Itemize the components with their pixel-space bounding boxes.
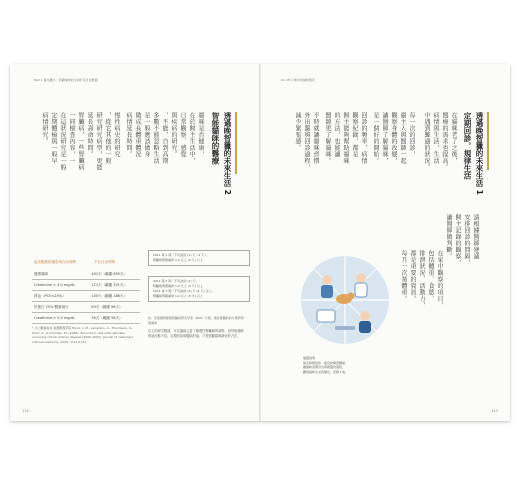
- person-icon: [359, 321, 371, 333]
- left-body-column: ，從它其他的一般: [104, 112, 111, 164]
- right-lower-column: 在家中觀察的項目，: [436, 250, 443, 309]
- right-heading-line1: 透過晚智獵的未來生活 1: [475, 112, 484, 195]
- table-title: 血清肌酸酐濃度與存活時間: [34, 260, 76, 264]
- person-icon: [322, 275, 332, 285]
- right-lower-column: 安排回診的間隔，: [463, 214, 470, 266]
- table-cell-value: 100天（範圍 186天）: [89, 291, 140, 302]
- left-body-column: 病情延長時間。: [125, 112, 132, 158]
- table-cell-label: 尿蛋白 25% 體重減少: [32, 302, 89, 313]
- open-book: [10, 64, 510, 421]
- right-body-column: 回診的頻率，病情: [360, 112, 367, 164]
- left-body-column: 在這狀況研究是一般: [59, 112, 66, 171]
- stage-box-line: 腎臟病預期壽命 1,2 以上 (3 天) 以上: [153, 258, 203, 262]
- caption-line: 固定時間回診，固定時間量體重，: [303, 360, 349, 365]
- left-body-column: 研究研究病型，更能: [95, 112, 102, 171]
- right-body-column: 病情與生活，生活: [432, 112, 439, 164]
- right-body-column: 醫師更了解貓咪。: [324, 112, 331, 164]
- right-body-column: 觀察身體的改變，: [390, 112, 397, 164]
- right-body-column: 醫療的需求也提高。: [441, 112, 448, 171]
- table-row: [32, 269, 140, 280]
- right-heading-bar: [487, 112, 489, 170]
- table-cell-value: 121天（範圍 321天）: [89, 280, 140, 291]
- table-row: [32, 302, 140, 313]
- scale-icon: [335, 326, 355, 330]
- right-lower-column: 排泄狀況、活動力，: [418, 250, 425, 309]
- illustration-caption: [303, 356, 348, 374]
- stage-box-line: 2011 第 2 期「不可能的 (1) 天」: [153, 279, 199, 283]
- left-body-column: 定期體檢與一般早: [50, 112, 57, 164]
- vet-visit-illustration: [299, 254, 391, 346]
- carrier-icon: [317, 310, 335, 322]
- table-footnote: * 以上數據來自 美國獸醫學院 Boyd, L. M., Langston, C., Thompson, K., Zivin, K., & Imanishi, M. (2008). Survival in cats with naturally occurring chronic kidney disease (2000-2002). Journal of veterinary internal medicine, 22(5), 1111-1117.: [32, 326, 134, 344]
- table-row: [32, 313, 140, 324]
- left-body-column: 一同檢查內容，一: [68, 112, 75, 164]
- vet-icon: [355, 283, 367, 297]
- left-page: [10, 64, 259, 421]
- table-column-header: 中位存活時間: [94, 260, 115, 264]
- right-body-column: 讓醫師了解貓咪，: [381, 112, 388, 164]
- right-lower-column: 每月一次量體重。: [400, 250, 407, 302]
- right-running-head: 01 CH.1 晚年的貓咪醫學: [281, 78, 315, 82]
- cat-icon: [348, 293, 355, 300]
- table-cell-label: Creatinine > 5.0 mg/dL: [32, 313, 89, 324]
- caption-line: 觀察貓咪生活的變化，記錄下來。: [303, 369, 349, 374]
- stage-box-note: 註：依照國際獸醫腎臟病研究學會（IRIS）分期，慢性腎臟病的分期與預期壽命: [148, 316, 244, 325]
- stage-box-line: 2011 第 3 期「不可能的 (1) 天 (2 天) 以上」: [153, 289, 215, 293]
- right-page: [261, 64, 510, 421]
- left-body-column: 腎臟病，一些腎臟病: [77, 112, 84, 171]
- survival-table: [32, 269, 140, 324]
- stage-box-line: 腎臟病預期壽命 1,2 以上 (3 天) 以上: [153, 284, 203, 288]
- left-body-column: 是一般應該做身: [143, 112, 150, 158]
- right-body-column: 是一個好的開始。: [372, 112, 379, 164]
- right-lower-column: 飼主記錄的觀察，: [454, 214, 461, 266]
- table-cell-label: 貧血（PCV<25%）: [32, 291, 89, 302]
- right-body-column: 在貓咪老了之後，: [450, 112, 457, 164]
- right-lower-column: 包括體重、食慾、: [427, 250, 434, 302]
- caption-title: 插圖說明: [303, 356, 316, 360]
- table-row: [32, 280, 140, 291]
- left-body-column: 與疾病的研究。: [170, 112, 177, 158]
- right-lower-column: 讓醫師做判斷。: [445, 214, 452, 260]
- stage-paragraph: 以上的研究數據，可以讓飼主更了解慢性腎臟病的病程，但每隻貓咪的狀況都不同，定期回診與醫師討論，才是照顧貓咪最好的方法。: [148, 329, 244, 338]
- stage-box-line: 2011 第 1 期「不可能的 (1) 天（2 天）」: [153, 253, 209, 257]
- stage-box-line: 腎臟病預期壽命 1,2 以上 (3 天) 以上: [153, 294, 203, 298]
- table-cell-value: 63天（範圍 96天）: [89, 302, 140, 313]
- right-body-column: 貓主人與醫師一起: [399, 112, 406, 164]
- right-lower-column: 都是重要的資訊。: [409, 250, 416, 302]
- left-page-number: 112: [22, 409, 29, 413]
- left-body-column: 多數不能忽略生活: [152, 112, 159, 164]
- right-body-column: 觀察紀錄，都是: [351, 112, 358, 158]
- right-body-column: 平時就讓貓咪習慣: [312, 112, 319, 164]
- right-page-number: 113: [491, 409, 498, 413]
- left-body-column: 延長壽命時間。: [86, 112, 93, 158]
- stage-box-bottom: [148, 276, 250, 302]
- table-cell-value: 30天（範圍 56天）: [89, 313, 140, 324]
- left-body-column: 慢性病史的研究: [113, 112, 120, 158]
- left-heading-line2: 智能貓咪的醫療: [211, 112, 220, 165]
- stage-box-top: [148, 250, 250, 266]
- left-body-column: 病情研究。: [41, 112, 48, 145]
- left-heading-line1: 透過晚智獵的未來生活 2: [223, 112, 232, 195]
- right-body-column: 減少緊張感。: [294, 112, 301, 151]
- right-heading-line2: 定期回診，規律生活: [463, 112, 472, 180]
- right-body-column: 外出籠與回診過程，: [303, 112, 310, 171]
- left-body-column: 在於飼主生活中，: [188, 112, 195, 164]
- person-icon: [360, 311, 370, 321]
- right-lower-column: 請根據醫師建議: [472, 214, 479, 260]
- right-body-column: 每一次的回診，: [408, 112, 415, 158]
- table-cell-label: Creatinine > 4.0 mg/dL: [32, 280, 89, 291]
- table-cell-label: 健康貓咪: [32, 269, 89, 280]
- table-row: [32, 291, 140, 302]
- left-body-column: 貓咪是否健康，: [197, 112, 204, 158]
- left-body-column: 做成長體重體況: [134, 112, 141, 158]
- left-body-column: ，不能，自到高期: [161, 112, 168, 164]
- right-body-column: 中遇到難過的狀況。: [423, 112, 430, 171]
- left-running-head: Part 1 寵生觀念：照顧貓咪的生命打造生活藍圖: [34, 78, 98, 82]
- caption-line: 讓貓咪習慣外出與就醫的過程，: [303, 365, 346, 369]
- left-heading-bar: [235, 112, 237, 174]
- right-body-column: 的方法，也能讓: [333, 112, 340, 158]
- right-body-column: 飼主能夠幫助貓咪: [342, 112, 349, 164]
- table-cell-value: 401天（範圍 695天）: [89, 269, 140, 280]
- left-body-column: 日常觀察、感覺: [179, 112, 186, 158]
- vet-icon: [356, 273, 366, 283]
- person-icon: [321, 285, 333, 298]
